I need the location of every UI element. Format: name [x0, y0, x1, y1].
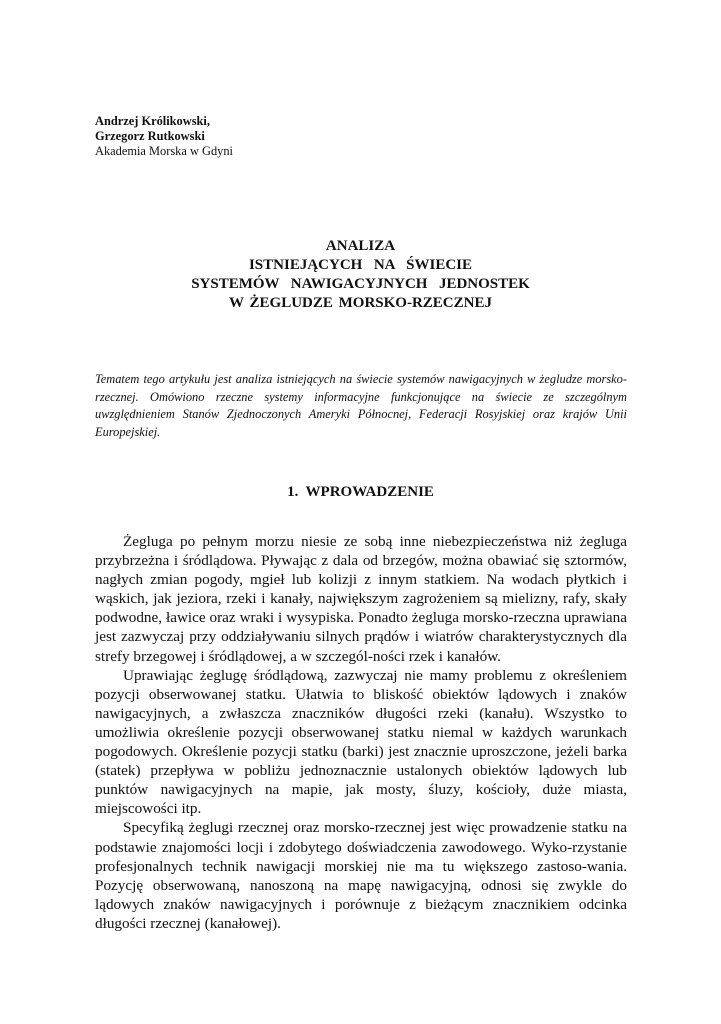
- title-line-3: SYSTEMÓW NAWIGACYJNYCH JEDNOSTEK: [191, 276, 530, 292]
- body-text: [95, 532, 627, 933]
- paragraph-3: Specyfiką żeglugi rzecznej oraz morsko-rzecznej jest więc prowadzenie statku na podstawie znajomości locji i zdobytego doświadczenia zawodowego. Wyko-rzystanie profesjonalnych technik nawigacji morskiej nie ma tu większego zastoso-wania. Pozycję obserwowaną, nanoszoną na mapę nawigacyjną, odnosi się zwykle do lądowych znaków nawigacyjnych i porównuje z bieżącym znacznikiem odcinka długości rzecznej (kanałowej).: [95, 819, 627, 932]
- affiliation: Akademia Morska w Gdyni: [95, 144, 233, 158]
- section-heading: 1. WPROWADZENIE: [287, 484, 434, 500]
- title-line-4: W ŻEGLUDZE MORSKO-RZECZNEJ: [229, 295, 492, 311]
- author-name-2: Grzegorz Rutkowski: [95, 129, 205, 143]
- title-line-2: ISTNIEJĄCYCH NA ŚWIECIE: [248, 257, 473, 273]
- author-name-1: Andrzej Królikowski,: [95, 114, 210, 128]
- author-block: [95, 114, 233, 159]
- paragraph-1: Żegluga po pełnym morzu niesie ze sobą inne niebezpieczeństwa niż żegluga przybrzeżna i śródlądowa. Pływając z dala od brzegów, można obawiać się sztormów, nagłych zmian pogody, mgieł lub kolizji z innym statkiem. Na wodach płytkich i wąskich, jak jeziora, rzeki i kanały, największym zagrożeniem są mielizny, rafy, skały podwodne, ławice oraz wraki i wysypiska. Ponadto żegluga morsko-rzeczna uprawiana jest zazwyczaj przy oddziaływaniu silnych prądów i wiatrów charakterystycznych dla strefy brzegowej i śródlądowej, a w szczegól-ności rzek i kanałów.: [95, 533, 627, 665]
- title-line-1: ANALIZA: [325, 238, 396, 254]
- paper-title: [0, 237, 721, 313]
- paragraph-2: Uprawiając żeglugę śródlądową, zazwyczaj nie mamy problemu z określeniem pozycji obserwowanej statku. Ułatwia to bliskość obiektów lądowych i znaków nawigacyjnych, a zwłaszcza znaczników długości rzeki (kanału). Wszystko to umożliwia określenie pozycji obserwowanej statku niemal w każdych warunkach pogodowych. Określenie pozycji statku (barki) jest znacznie uproszczone, jeżeli barka (statek) przepływa w pobliżu jednoznacznie ustalonych obiektów lądowych lub punktów nawigacyjnych na mapie, jak mosty, śluzy, kościoły, duże miasta, miejscowości itp.: [95, 666, 627, 818]
- abstract: Tematem tego artykułu jest analiza istniejących na świecie systemów nawigacyjnych w żegludze morsko-rzecznej. Omówiono rzeczne systemy informacyjne funkcjonujące na świecie ze szczególnym uwzględnieniem Stanów Zjednoczonych Ameryki Północnej, Federacji Rosyjskiej oraz krajów Unii Europejskiej.: [95, 372, 627, 439]
